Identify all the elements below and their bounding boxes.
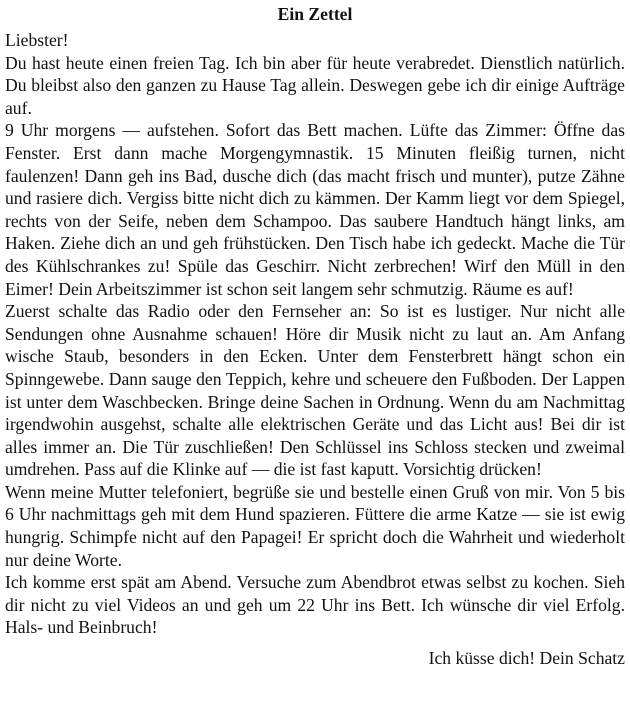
paragraph-cleaning: Zuerst schalte das Radio oder den Fernseher an: So ist es lustiger. Nur nicht alle Sendungen ohne Ausnahme schauen! Höre dir Musik nicht zu laut an. Am Anfang wische Staub, besonders in den Ecken. Unter dem Fensterbrett hängt schon ein Spinngewebe. Dann sauge den Teppich, kehre und scheuere den Fußboden. Der Lappen ist unter dem Waschbecken. Bringe deine Sachen in Ordnung. Wenn du am Nachmittag irgendwohin ausgehst, schalte alle elektrischen Geräte und das Licht aus! Bei dir ist alles immer an. Die Tür zuschließen! Den Schlüssel ins Schloss stecken und zweimal umdrehen. Pass auf die Klinke auf — die ist fast kaputt. Vorsichtig drücken! xyxy=(5,301,625,480)
paragraph-morning: 9 Uhr morgens — aufstehen. Sofort das Bett machen. Lüfte das Zimmer: Öffne das Fenster. Erst dann mache Morgengymnastik. 15 Minuten fleißig turnen, nicht faulenzen! Dann geh ins Bad, dusche dich (das macht frisch und munter), putze Zähne und rasiere dich. Vergiss bitte nicht dich zu kämmen. Der Kamm liegt vor dem Spiegel, rechts von der Seife, neben dem Schampoo. Das saubere Handtuch hängt links, am Haken. Ziehe dich an und geh frühstücken. Den Tisch habe ich gedeckt. Mache die Tür des Kühlschrankes zu! Spüle das Geschirr. Nicht zerbrechen! Wirf den Müll in den Eimer! Dein Arbeitszimmer ist schon seit langem sehr schmutzig. Räume es auf! xyxy=(5,120,625,299)
paragraph-afternoon: Wenn meine Mutter telefoniert, begrüße sie und bestelle einen Gruß von mir. Von 5 bis 6 Uhr nachmittags geh mit dem Hund spazieren. Füttere die arme Katze — sie ist ewig hungrig. Schimpfe nicht auf den Papagei! Er spricht doch die Wahrheit und wiederholt nur deine Worte. xyxy=(5,481,625,570)
closing-signature: Ich küsse dich! Dein Schatz xyxy=(428,648,625,669)
document-title: Ein Zettel xyxy=(277,4,353,24)
paragraph-evening: Ich komme erst spät am Abend. Versuche zum Abendbrot etwas selbst zu kochen. Sieh dir nicht zu viel Videos an und geh um 22 Uhr ins Bett. Ich wünsche dir viel Erfolg. Hals- und Beinbruch! xyxy=(5,572,625,638)
salutation: Liebster! xyxy=(5,30,69,50)
document-page xyxy=(5,0,625,714)
paragraph-intro: Du hast heute einen freien Tag. Ich bin aber für heute verabredet. Dienstlich natürlich. Du bleibst also den ganzen zu Hause Tag allein. Deswegen gebe ich dir einige Aufträge auf. xyxy=(5,52,625,118)
